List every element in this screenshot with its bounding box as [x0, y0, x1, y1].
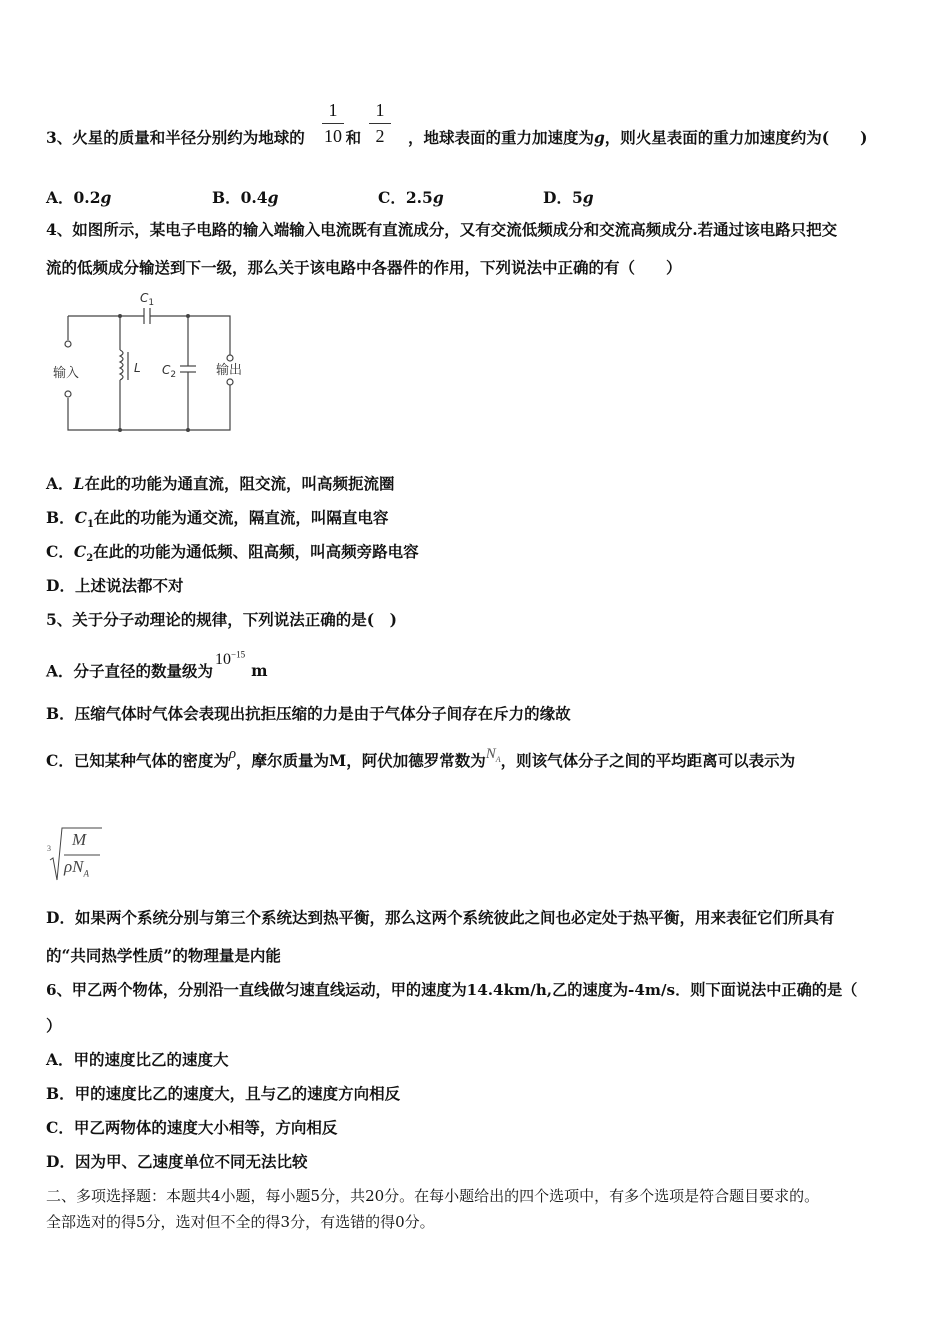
q5-option-c-na [486, 746, 501, 762]
q5-option-c-na-sub: A [495, 755, 501, 764]
wire-top-right [150, 316, 230, 356]
q3-frac1-bar [322, 123, 344, 124]
q3-option-a-unit: g [100, 188, 112, 207]
q5-option-a [46, 650, 268, 682]
q3-fraction-1-10 [322, 100, 344, 147]
q6-stem-line1: 6、甲乙两个物体，分别沿一直线做匀速直线运动，甲的速度为14.4km/h,乙的速度为-4m/s．则下面说法中正确的是（ [46, 981, 858, 999]
q4-option-d: D．上述说法都不对 [46, 576, 184, 595]
q3-text-2: ，地球表面的重力加速度为 [407, 128, 594, 147]
q5-formula-cuberoot [46, 824, 116, 886]
circuit-l-label: L [134, 361, 141, 375]
q3-frac2-den: 2 [375, 126, 385, 146]
q3-text-3: ，则火星表面的重力加速度约为( ) [604, 128, 868, 147]
q4-stem-line2: 流的低频成分输送到下一级，那么关于该电路中各器件的作用，下列说法中正确的有（ ） [46, 258, 682, 277]
q5-formula-den-sub: A [83, 868, 90, 879]
q3-option-c [378, 186, 444, 208]
circuit-c1-letter: C [140, 291, 149, 305]
inductor-coil [120, 350, 123, 380]
q5-option-d-line2: 的“共同热学性质”的物理量是内能 [46, 946, 281, 965]
q5-option-c [46, 746, 796, 778]
q3-text-mid: 和 [345, 128, 362, 147]
q4-option-b-var: C [74, 508, 87, 527]
q3-option-a-label: A．0.2 [46, 188, 101, 207]
q5-option-a-text: A．分子直径的数量级为 [46, 661, 214, 681]
q4-option-b-text: 在此的功能为通交流，隔直流，叫隔直电容 [93, 508, 389, 527]
output-terminal-top [227, 355, 233, 361]
q6-option-b: B．甲的速度比乙的速度大，且与乙的速度方向相反 [46, 1084, 401, 1103]
q5-option-a-unit: m [251, 661, 268, 681]
q3-option-b-label: B．0.4 [212, 188, 268, 207]
q5-formula-numerator: M [72, 830, 87, 849]
q5-option-c-text-2: ，摩尔质量为M，阿伏加德罗常数为 [236, 751, 486, 770]
q4-option-b-sub: 1 [86, 519, 94, 531]
section2-heading-line1: 二、多项选择题：本题共4小题，每小题5分，共20分。在每小题给出的四个选项中，有多个选项是符合题目要求的。 [46, 1187, 820, 1205]
q3-option-b [212, 186, 278, 208]
node-l-bottom [118, 428, 122, 432]
circuit-c2-label [162, 363, 176, 380]
circuit-c1-label [140, 291, 154, 308]
q5-option-c-text-3: ，则该气体分子之间的平均距离可以表示为 [500, 751, 796, 770]
q6-option-a: A．甲的速度比乙的速度大 [46, 1050, 229, 1069]
q3-option-b-unit: g [267, 188, 279, 207]
circuit-c2-letter: C [162, 363, 171, 377]
q6-option-c: C．甲乙两物体的速度大小相等，方向相反 [46, 1118, 338, 1137]
q4-stem-line1: 4、如图所示，某电子电路的输入端输入电流既有直流成分，又有交流低频成分和交流高频成分.若通过该电路只把交 [46, 220, 838, 239]
q3-fraction-1-2 [369, 100, 391, 147]
section2-heading-line2: 全部选对的得5分，选对但不全的得3分，有选错的得0分。 [46, 1213, 435, 1231]
q5-option-c-rho: ρ [228, 746, 237, 762]
q5-formula-den-rho: ρ [64, 857, 73, 876]
q4-option-c-prefix: C． [46, 542, 74, 561]
q5-option-c-text-1: C．已知某种气体的密度为 [46, 751, 229, 770]
q3-option-d-unit: g [582, 188, 594, 207]
input-terminal-bottom [65, 391, 71, 397]
q5-option-a-exp: −15 [231, 650, 246, 660]
node-l-top [118, 314, 122, 318]
q5-formula-denominator [64, 857, 89, 878]
q3-option-d-label: D．5 [543, 188, 583, 207]
q3-option-c-unit: g [432, 188, 444, 207]
q3-text-1: 3、火星的质量和半径分别约为地球的 [46, 128, 305, 147]
q3-frac1-den: 10 [324, 126, 342, 146]
wire-bottom [68, 384, 230, 430]
q3-option-a [46, 186, 111, 208]
q4-option-c-sub: 2 [86, 553, 94, 565]
q4-option-c [46, 542, 419, 569]
q5-formula-den-n: N [72, 857, 84, 876]
q3-frac1-num: 1 [328, 100, 338, 120]
q5-option-b: B．压缩气体时气体会表现出抗拒压缩的力是由于气体分子间存在斥力的缘故 [46, 704, 571, 723]
q6-option-d: D．因为甲、乙速度单位不同无法比较 [46, 1152, 308, 1171]
q6-stem-line2: ） [46, 1016, 62, 1035]
q4-option-c-text: 在此的功能为通低频、阻高频，叫高频旁路电容 [93, 542, 419, 561]
q3-frac2-bar [369, 123, 391, 124]
circuit-input-label: 输入 [53, 366, 80, 381]
q4-circuit-diagram [48, 288, 258, 438]
q3-option-c-label: C．2.5 [378, 188, 433, 207]
input-terminal-top [65, 341, 71, 347]
q5-option-a-base: 10 [215, 651, 232, 669]
q4-option-a-prefix: A． [46, 474, 74, 493]
q4-option-b [46, 508, 388, 535]
q4-option-b-prefix: B． [46, 508, 75, 527]
q3-stem [46, 128, 867, 148]
circuit-output-label: 输出 [216, 363, 243, 378]
q5-option-d-line1: D．如果两个系统分别与第三个系统达到热平衡，那么这两个系统彼此之间也必定处于热平衡，用来表征它们所具有 [46, 908, 835, 927]
q4-option-c-var: C [73, 542, 87, 561]
node-c2-top [186, 314, 190, 318]
q5-formula-index: 3 [47, 844, 51, 853]
circuit-c2-sub: 2 [170, 370, 177, 380]
q5-option-a-power [215, 651, 245, 668]
q3-frac2-num: 1 [375, 100, 385, 120]
q4-option-a-var: L [73, 474, 85, 493]
node-c2-bottom [186, 428, 190, 432]
q4-option-a [46, 474, 394, 494]
q3-option-d [543, 186, 594, 208]
output-terminal-bottom [227, 379, 233, 385]
q5-stem: 5、关于分子动理论的规律，下列说法正确的是( ) [46, 610, 397, 629]
circuit-c1-sub: 1 [148, 298, 155, 308]
q5-option-c-na-letter: N [485, 746, 496, 762]
q4-option-a-text: 在此的功能为通直流，阻交流，叫高频扼流圈 [84, 474, 395, 493]
q3-g: g [593, 128, 605, 147]
